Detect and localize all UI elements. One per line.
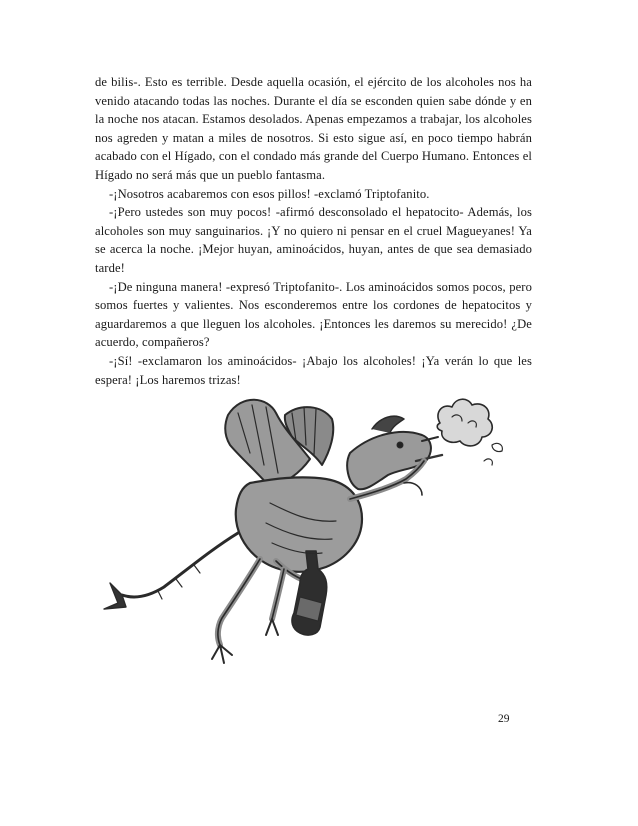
- creature-body: [236, 477, 362, 571]
- page-number: 29: [498, 713, 510, 725]
- paragraph-1: de bilis-. Esto es terrible. Desde aquella ocasión, el ejército de los alcoholes nos ha venido atacando todas las noches. Durante el día se esconden quien sabe dónde y en la noche nos atacan. Estamos desolados. Apenas empezamos a trabajar, los alcoholes nos agreden y matan a miles de nosotros. Si esto sigue así, en poco tiempo habrán acabado con el Hígado, con el condado más grande del Cuerpo Humano. Entonces el Hígado no será más que un pueblo fantasma.: [95, 75, 532, 182]
- creature-tail: [122, 533, 238, 597]
- body-text: [95, 73, 532, 389]
- paragraph-5: -¡Sí! -exclamaron los aminoácidos- ¡Abajo los alcoholes! ¡Ya verán lo que les espera! ¡Los haremos trizas!: [95, 353, 532, 387]
- smoke-puffs: [437, 399, 492, 446]
- paragraph-4: -¡De ninguna manera! -expresó Triptofanito-. Los aminoácidos somos pocos, pero somos fuertes y valientes. Nos esconderemos entre los cordones de hepatocitos y aguardaremos a que lleguen los alcoholes. ¡Entonces les daremos su merecido! ¿De acuerdo, compañeros?: [95, 279, 532, 350]
- winged-creature-illustration: [100, 383, 530, 673]
- paragraph-2: -¡Nosotros acabaremos con esos pillos! -exclamó Triptofanito.: [109, 186, 430, 201]
- paragraph-3: -¡Pero ustedes son muy pocos! -afirmó desconsolado el hepatocito- Además, los alcoholes son muy sanguinarios. ¡Y no quiero ni pensar en el cruel Magueyanes! Ya se acerca la noche. ¡Mejor huyan, aminoácidos, huyan, antes de que sea demasiado tarde!: [95, 205, 532, 275]
